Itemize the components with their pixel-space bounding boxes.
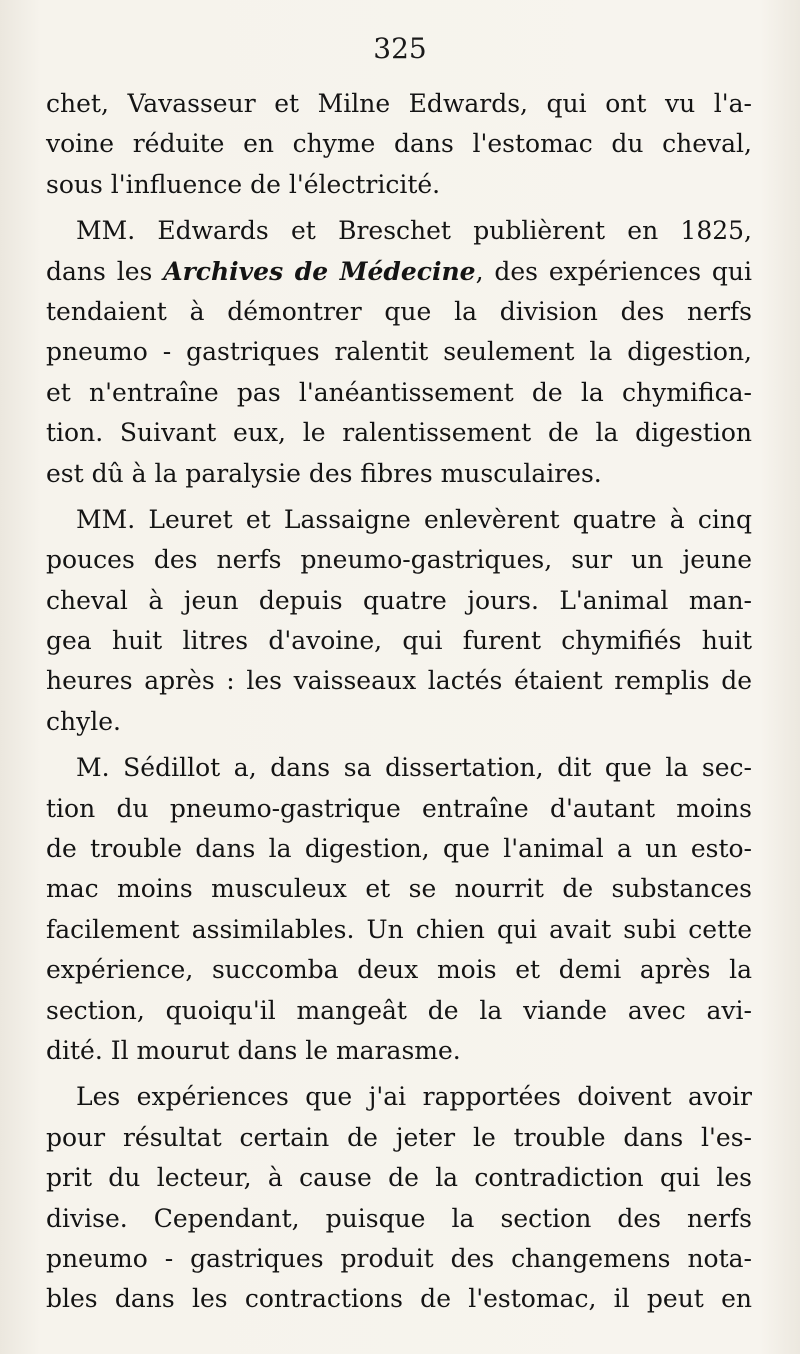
text-line: dité. Il mourut dans le marasme.: [46, 1035, 461, 1065]
paragraph: [46, 84, 752, 205]
text-line: dans les Archives de Médecine, des expériences qui: [46, 256, 752, 286]
text-line: MM. Leuret et Lassaigne enlevèrent quatre à cinq: [76, 504, 752, 534]
text-line: heures après : les vaisseaux lactés étaient remplis de: [46, 666, 752, 696]
text-line: pneumo - gastriques ralentit seulement la digestion,: [46, 337, 752, 367]
text-line: chyle.: [46, 706, 121, 736]
text-line: facilement assimilables. Un chien qui avait subi cette: [46, 914, 752, 944]
text-line: mac moins musculeux et se nourrit de substances: [46, 874, 752, 904]
paragraph: [46, 1077, 752, 1319]
text-line: est dû à la paralysie des fibres musculaires.: [46, 458, 602, 488]
paragraph: [46, 211, 752, 494]
text-line: prit du lecteur, à cause de la contradiction qui les: [46, 1163, 752, 1193]
text-line: de trouble dans la digestion, que l'animal a un esto-: [46, 834, 752, 864]
text-line: M. Sédillot a, dans sa dissertation, dit que la sec-: [76, 753, 752, 783]
text-line: Les expériences que j'ai rapportées doivent avoir: [76, 1082, 752, 1112]
body-text: [46, 84, 752, 1320]
page-number: 325: [373, 32, 427, 65]
text-line: section, quoiqu'il mangeât de la viande avec avi-: [46, 995, 752, 1025]
paragraph: [46, 500, 752, 742]
text-line: bles dans les contractions de l'estomac, il peut en: [46, 1284, 752, 1314]
text-line: pour résultat certain de jeter le trouble dans l'es-: [46, 1122, 752, 1152]
text-line: divise. Cependant, puisque la section des nerfs: [46, 1203, 752, 1233]
text-line: pneumo - gastriques produit des changemens nota-: [46, 1243, 752, 1273]
text-line: tion du pneumo-gastrique entraîne d'autant moins: [46, 793, 752, 823]
text-line: gea huit litres d'avoine, qui furent chymifiés huit: [46, 626, 752, 656]
text-line: tion. Suivant eux, le ralentissement de la digestion: [46, 418, 752, 448]
text-line: tendaient à démontrer que la division des nerfs: [46, 296, 752, 326]
text-line: pouces des nerfs pneumo-gastriques, sur un jeune: [46, 545, 752, 575]
text-line: voine réduite en chyme dans l'estomac du cheval,: [46, 129, 752, 159]
italic-title: Archives de Médecine: [163, 256, 476, 286]
text-line: sous l'influence de l'électricité.: [46, 169, 441, 199]
text-line: et n'entraîne pas l'anéantissement de la chymifica-: [46, 377, 752, 407]
text-line: cheval à jeun depuis quatre jours. L'animal man-: [46, 585, 752, 615]
text-line: expérience, succomba deux mois et demi après la: [46, 955, 752, 985]
paragraph: [46, 748, 752, 1071]
text-line: MM. Edwards et Breschet publièrent en 1825,: [76, 216, 752, 246]
text-line: chet, Vavasseur et Milne Edwards, qui ont vu l'a-: [46, 89, 752, 118]
